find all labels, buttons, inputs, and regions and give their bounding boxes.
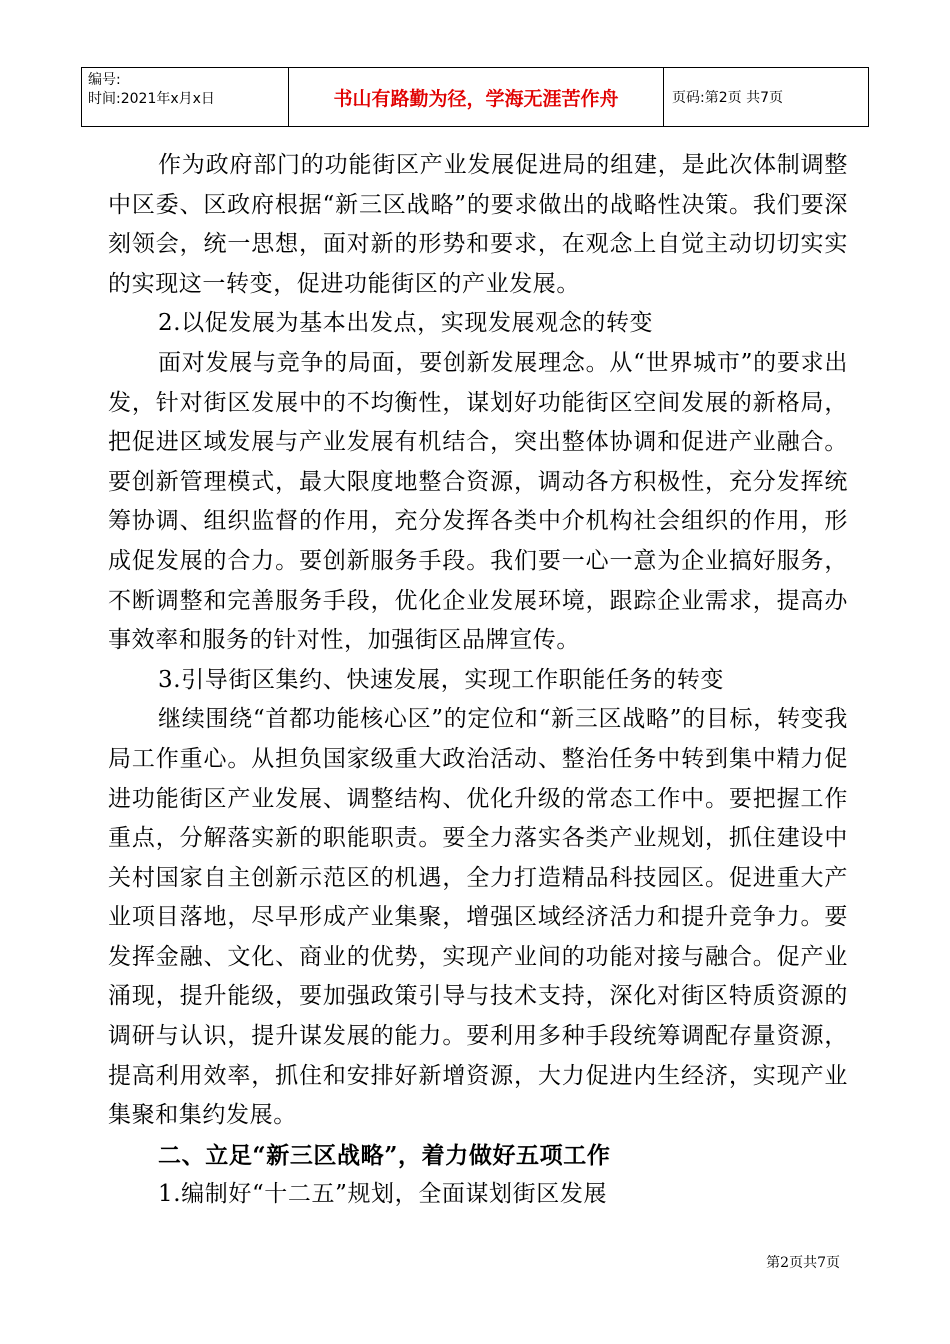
header-page-code: 页码:第2页 共7页 [664, 68, 869, 127]
header-motto: 书山有路勤为径，学海无涯苦作舟 [289, 68, 664, 127]
document-number-label: 编号: [88, 72, 121, 88]
section-heading: 3.引导街区集约、快速发展，实现工作职能任务的转变 [158, 666, 724, 693]
body-paragraph: 面对发展与竞争的局面，要创新发展理念。从“世界城市”的要求出发，针对街区发展中的不均衡性，谋划好功能街区空间发展的新格局，把促进区域发展与产业发展有机结合，突出整体协调和促进产业融合。要创新管理模式，最大限度地整合资源，调动各方积极性，充分发挥统筹协调、组织监督的作用，充分发挥各类中介机构社会组织的作用，形成促发展的合力。要创新服务手段。我们要一心一意为企业搞好服务，不断调整和完善服务手段，优化企业发展环境，跟踪企业需求，提高办事效率和服务的针对性，加强街区品牌宣传。 [108, 349, 848, 654]
document-body [108, 146, 848, 1215]
chapter-heading: 二、立足“新三区战略”，着力做好五项工作 [158, 1141, 611, 1169]
section-heading: 1.编制好“十二五”规划，全面谋划街区发展 [158, 1181, 608, 1208]
body-paragraph: 作为政府部门的功能街区产业发展促进局的组建，是此次体制调整中区委、区政府根据“新三区战略”的要求做出的战略性决策。我们要深刻领会，统一思想，面对新的形势和要求，在观念上自觉主动切切实实的实现这一转变，促进功能街区的产业发展。 [108, 152, 848, 297]
document-date-label: 时间:2021年x月x日 [88, 91, 215, 107]
body-paragraph: 继续围绕“首都功能核心区”的定位和“新三区战略”的目标，转变我局工作重心。从担负国家级重大政治活动、整治任务中转到集中精力促进功能街区产业发展、调整结构、优化升级的常态工作中。要把握工作重点，分解落实新的职能职责。要全力落实各类产业规划，抓住建设中关村国家自主创新示范区的机遇，全力打造精品科技园区。促进重大产业项目落地，尽早形成产业集聚，增强区域经济活力和提升竞争力。要发挥金融、文化、商业的优势，实现产业间的功能对接与融合。促产业涌现，提升能级，要加强政策引导与技术支持，深化对街区特质资源的调研与认识，提升谋发展的能力。要利用多种手段统筹调配存量资源，提高利用效率，抓住和安排好新增资源，大力促进内生经济，实现产业集聚和集约发展。 [108, 706, 848, 1129]
header-meta-cell [82, 68, 289, 127]
header-table [81, 67, 869, 127]
page-footer: 第2页共7页 [766, 1255, 840, 1271]
section-heading: 2.以促发展为基本出发点，实现发展观念的转变 [158, 310, 654, 337]
